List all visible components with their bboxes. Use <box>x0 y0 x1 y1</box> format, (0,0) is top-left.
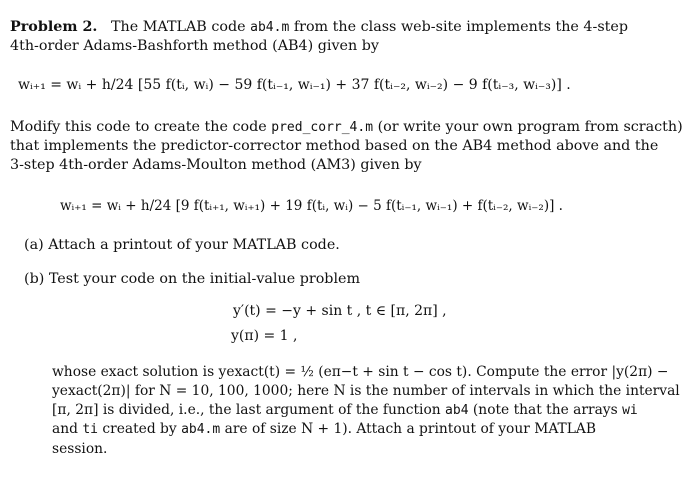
exact-line-3-mid: (note that the arrays <box>472 402 618 418</box>
intro-line-2: 4th-order Adams-Bashforth method (AB4) given by <box>10 38 379 54</box>
modify-line-1 <box>10 118 683 137</box>
ivp-line-2: y(π) = 1 , <box>231 328 298 344</box>
equation-ab4: wᵢ₊₁ = wᵢ + h/24 [55 f(tᵢ, wᵢ) − 59 f(tᵢ₋₁, wᵢ₋₁) + 37 f(tᵢ₋₂, wᵢ₋₂) − 9 f(tᵢ₋₃, wᵢ₋₃)] . <box>18 77 571 93</box>
intro-text-pre: The MATLAB code <box>111 19 246 35</box>
ivp-line-1: y′(t) = −y + sin t , t ∈ [π, 2π] , <box>233 303 447 319</box>
exact-line-2: yexact(2π)| for N = 10, 100, 1000; here N is the number of intervals in which the interval <box>52 383 680 399</box>
intro-text-post: from the class web-site implements the 4-step <box>293 19 629 35</box>
equation-am3: wᵢ₊₁ = wᵢ + h/24 [9 f(tᵢ₊₁, wᵢ₊₁) + 19 f(tᵢ, wᵢ) − 5 f(tᵢ₋₁, wᵢ₋₁) + f(tᵢ₋₂, wᵢ₋₂)] . <box>60 198 563 214</box>
exact-line-4-pre: and <box>52 421 78 437</box>
exact-code-ti: ti <box>82 422 98 437</box>
exact-line-4 <box>52 420 596 439</box>
problem-label: Problem 2. <box>10 19 98 35</box>
exact-code-ab4m: ab4.m <box>181 422 221 437</box>
exact-line-5: session. <box>52 441 108 457</box>
exact-line-4-mid: created by <box>102 421 177 437</box>
modify-text-post: (or write your own program from scracth) <box>377 119 683 135</box>
exact-line-4-post: are of size N + 1). Attach a printout of your MATLAB <box>224 421 597 437</box>
exact-line-3-pre: [π, 2π] is divided, i.e., the last argument of the function <box>52 402 441 418</box>
exact-code-ab4: ab4 <box>445 403 469 418</box>
modify-text-pre: Modify this code to create the code <box>10 119 267 135</box>
modify-line-2: that implements the predictor-corrector method based on the AB4 method above and the <box>10 138 659 154</box>
exact-line-1: whose exact solution is yexact(t) = ½ (eπ−t + sin t − cos t). Compute the error |y(2π) − <box>52 364 669 380</box>
part-a: (a) Attach a printout of your MATLAB code. <box>24 237 340 253</box>
exact-code-wi: wi <box>622 403 638 418</box>
exact-line-3 <box>52 401 638 420</box>
intro-code: ab4.m <box>250 20 290 35</box>
intro-line-1 <box>10 18 628 37</box>
part-b: (b) Test your code on the initial-value problem <box>24 271 361 287</box>
modify-code: pred_corr_4.m <box>271 120 374 135</box>
modify-line-3: 3-step 4th-order Adams-Moulton method (AM3) given by <box>10 157 422 173</box>
